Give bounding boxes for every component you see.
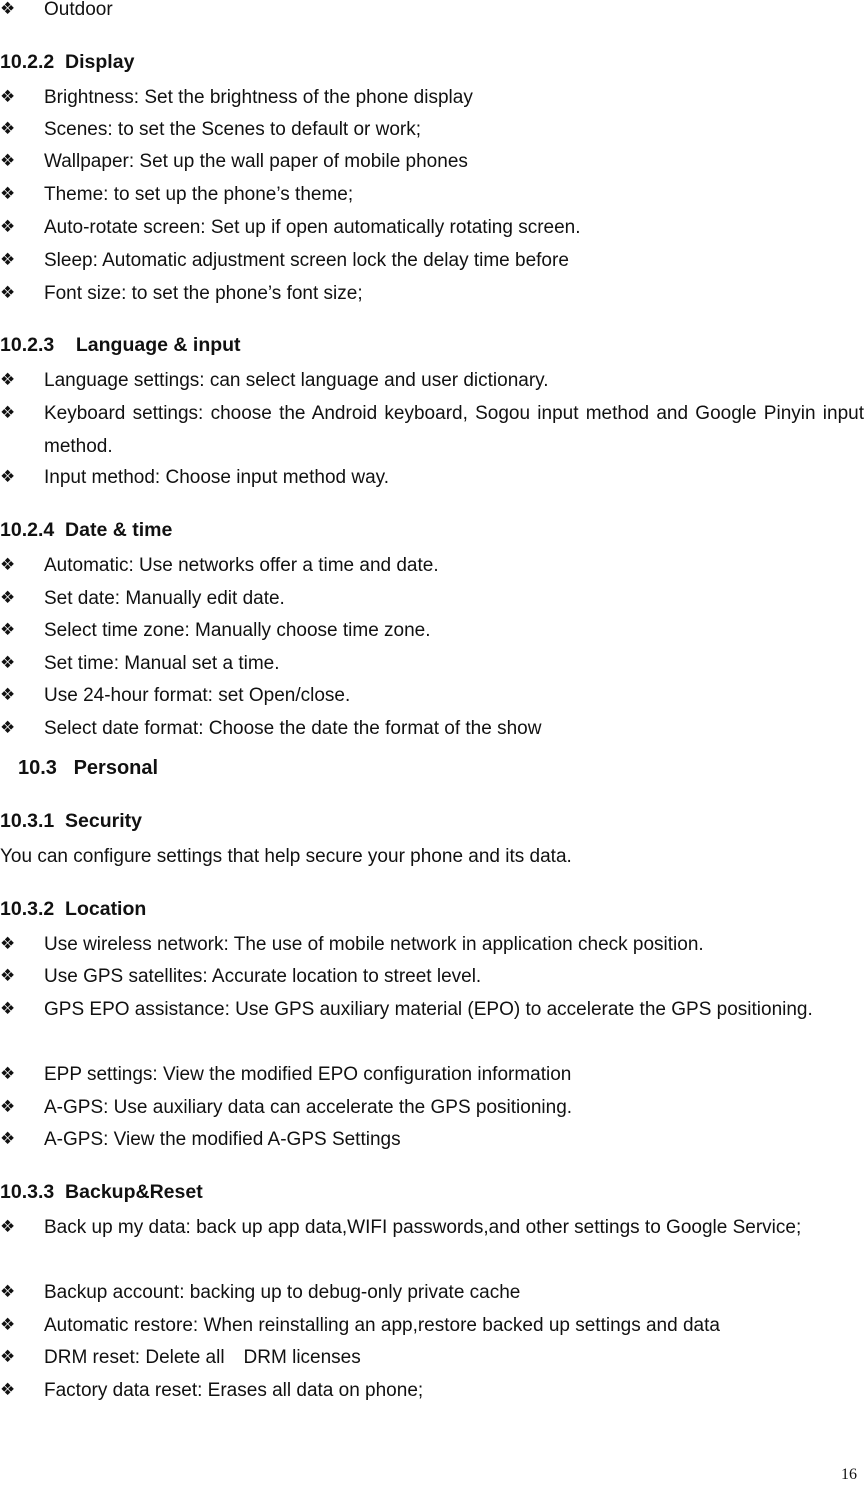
list-item-text: Outdoor [44, 0, 113, 20]
diamond-bullet-icon: ❖ [0, 1129, 16, 1149]
list-item [0, 960, 864, 993]
diamond-bullet-icon: ❖ [0, 653, 16, 673]
list-item-text: Font size: to set the phone’s font size; [44, 283, 363, 304]
list-item-text: Select time zone: Manually choose time zone. [44, 620, 431, 641]
list-item-text: Input method: Choose input method way. [44, 467, 390, 488]
list-item [0, 928, 864, 961]
list-item-text: Back up my data: back up app data,WIFI passwords,and other settings to Google Service; [44, 1217, 802, 1238]
list-item-text: Set date: Manually edit date. [44, 588, 285, 609]
list-item-text: Factory data reset: Erases all data on phone; [44, 1380, 424, 1401]
list-item [0, 549, 864, 582]
list-item-text: A-GPS: View the modified A-GPS Settings [44, 1129, 401, 1150]
list-item-text: Scenes: to set the Scenes to default or work; [44, 119, 422, 140]
list-item-text: Keyboard settings: choose the Android keyboard, Sogou input method and Google Pinyin input method. [44, 403, 864, 457]
diamond-bullet-icon: ❖ [0, 87, 16, 107]
diamond-bullet-icon: ❖ [0, 217, 16, 237]
section-heading-security: 10.3.1 Security [0, 810, 143, 832]
diamond-bullet-icon: ❖ [0, 1217, 16, 1237]
diamond-bullet-icon: ❖ [0, 966, 16, 986]
diamond-bullet-icon: ❖ [0, 718, 16, 738]
diamond-bullet-icon: ❖ [0, 151, 16, 171]
diamond-bullet-icon: ❖ [0, 1315, 16, 1335]
list-item [0, 712, 864, 745]
list-item [0, 178, 864, 211]
section-heading-personal: 10.3 Personal [18, 757, 159, 779]
diamond-bullet-icon: ❖ [0, 685, 16, 705]
list-item-text: Sleep: Automatic adjustment screen lock the delay time before [44, 250, 569, 271]
list-item [0, 1211, 864, 1244]
list-item [0, 244, 864, 277]
section-heading-location: 10.3.2 Location [0, 898, 147, 920]
page-number: 16 [841, 1466, 857, 1483]
list-item-text: DRM reset: Delete all DRM licenses [44, 1347, 361, 1368]
diamond-bullet-icon: ❖ [0, 934, 16, 954]
list-item [0, 1309, 864, 1342]
diamond-bullet-icon: ❖ [0, 588, 16, 608]
list-item [0, 614, 864, 647]
list-item-text: Language settings: can select language and user dictionary. [44, 370, 549, 391]
list-item [0, 0, 864, 26]
section-heading-date-time: 10.2.4 Date & time [0, 519, 173, 541]
diamond-bullet-icon: ❖ [0, 555, 16, 575]
section-heading-language: 10.2.3 Language & input [0, 334, 241, 356]
list-item-text: Use wireless network: The use of mobile network in application check position. [44, 934, 704, 955]
diamond-bullet-icon: ❖ [0, 0, 16, 19]
list-item-text: Backup account: backing up to debug-only private cache [44, 1282, 521, 1303]
list-item [0, 1341, 864, 1374]
list-item [0, 211, 864, 244]
list-item [0, 1058, 864, 1091]
diamond-bullet-icon: ❖ [0, 467, 16, 487]
diamond-bullet-icon: ❖ [0, 119, 16, 139]
list-item-text: Automatic: Use networks offer a time and date. [44, 555, 439, 576]
diamond-bullet-icon: ❖ [0, 1380, 16, 1400]
list-item [0, 113, 864, 146]
diamond-bullet-icon: ❖ [0, 620, 16, 640]
list-item [0, 1276, 864, 1309]
list-item [0, 679, 864, 712]
diamond-bullet-icon: ❖ [0, 283, 16, 303]
list-item-text: Set time: Manual set a time. [44, 653, 280, 674]
list-item-text: Wallpaper: Set up the wall paper of mobile phones [44, 151, 468, 172]
list-item [0, 1123, 864, 1156]
list-item [0, 277, 864, 310]
diamond-bullet-icon: ❖ [0, 403, 16, 423]
diamond-bullet-icon: ❖ [0, 370, 16, 390]
list-item [0, 397, 864, 463]
list-item [0, 81, 864, 114]
list-item-text: Select date format: Choose the date the format of the show [44, 718, 542, 739]
list-item-text: GPS EPO assistance: Use GPS auxiliary material (EPO) to accelerate the GPS positioning. [44, 999, 813, 1020]
security-description: You can configure settings that help secure your phone and its data. [0, 846, 572, 867]
list-item-text: Use GPS satellites: Accurate location to street level. [44, 966, 482, 987]
list-item [0, 364, 864, 397]
list-item-text: EPP settings: View the modified EPO configuration information [44, 1064, 572, 1085]
diamond-bullet-icon: ❖ [0, 1347, 16, 1367]
list-item-text: Automatic restore: When reinstalling an app,restore backed up settings and data [44, 1315, 720, 1336]
list-item [0, 461, 864, 494]
diamond-bullet-icon: ❖ [0, 1097, 16, 1117]
list-item [0, 582, 864, 615]
diamond-bullet-icon: ❖ [0, 250, 16, 270]
diamond-bullet-icon: ❖ [0, 1064, 16, 1084]
list-item-text: Theme: to set up the phone’s theme; [44, 184, 354, 205]
list-item [0, 647, 864, 680]
diamond-bullet-icon: ❖ [0, 1282, 16, 1302]
list-item [0, 1091, 864, 1124]
list-item-text: A-GPS: Use auxiliary data can accelerate the GPS positioning. [44, 1097, 573, 1118]
list-item-text: Brightness: Set the brightness of the phone display [44, 87, 473, 108]
diamond-bullet-icon: ❖ [0, 184, 16, 204]
list-item-text: Auto-rotate screen: Set up if open automatically rotating screen. [44, 217, 581, 238]
section-heading-backup-reset: 10.3.3 Backup&Reset [0, 1181, 203, 1203]
diamond-bullet-icon: ❖ [0, 999, 16, 1019]
list-item-text: Use 24-hour format: set Open/close. [44, 685, 351, 706]
list-item [0, 145, 864, 178]
list-item [0, 993, 864, 1026]
section-heading-display: 10.2.2 Display [0, 51, 135, 73]
list-item [0, 1374, 864, 1407]
